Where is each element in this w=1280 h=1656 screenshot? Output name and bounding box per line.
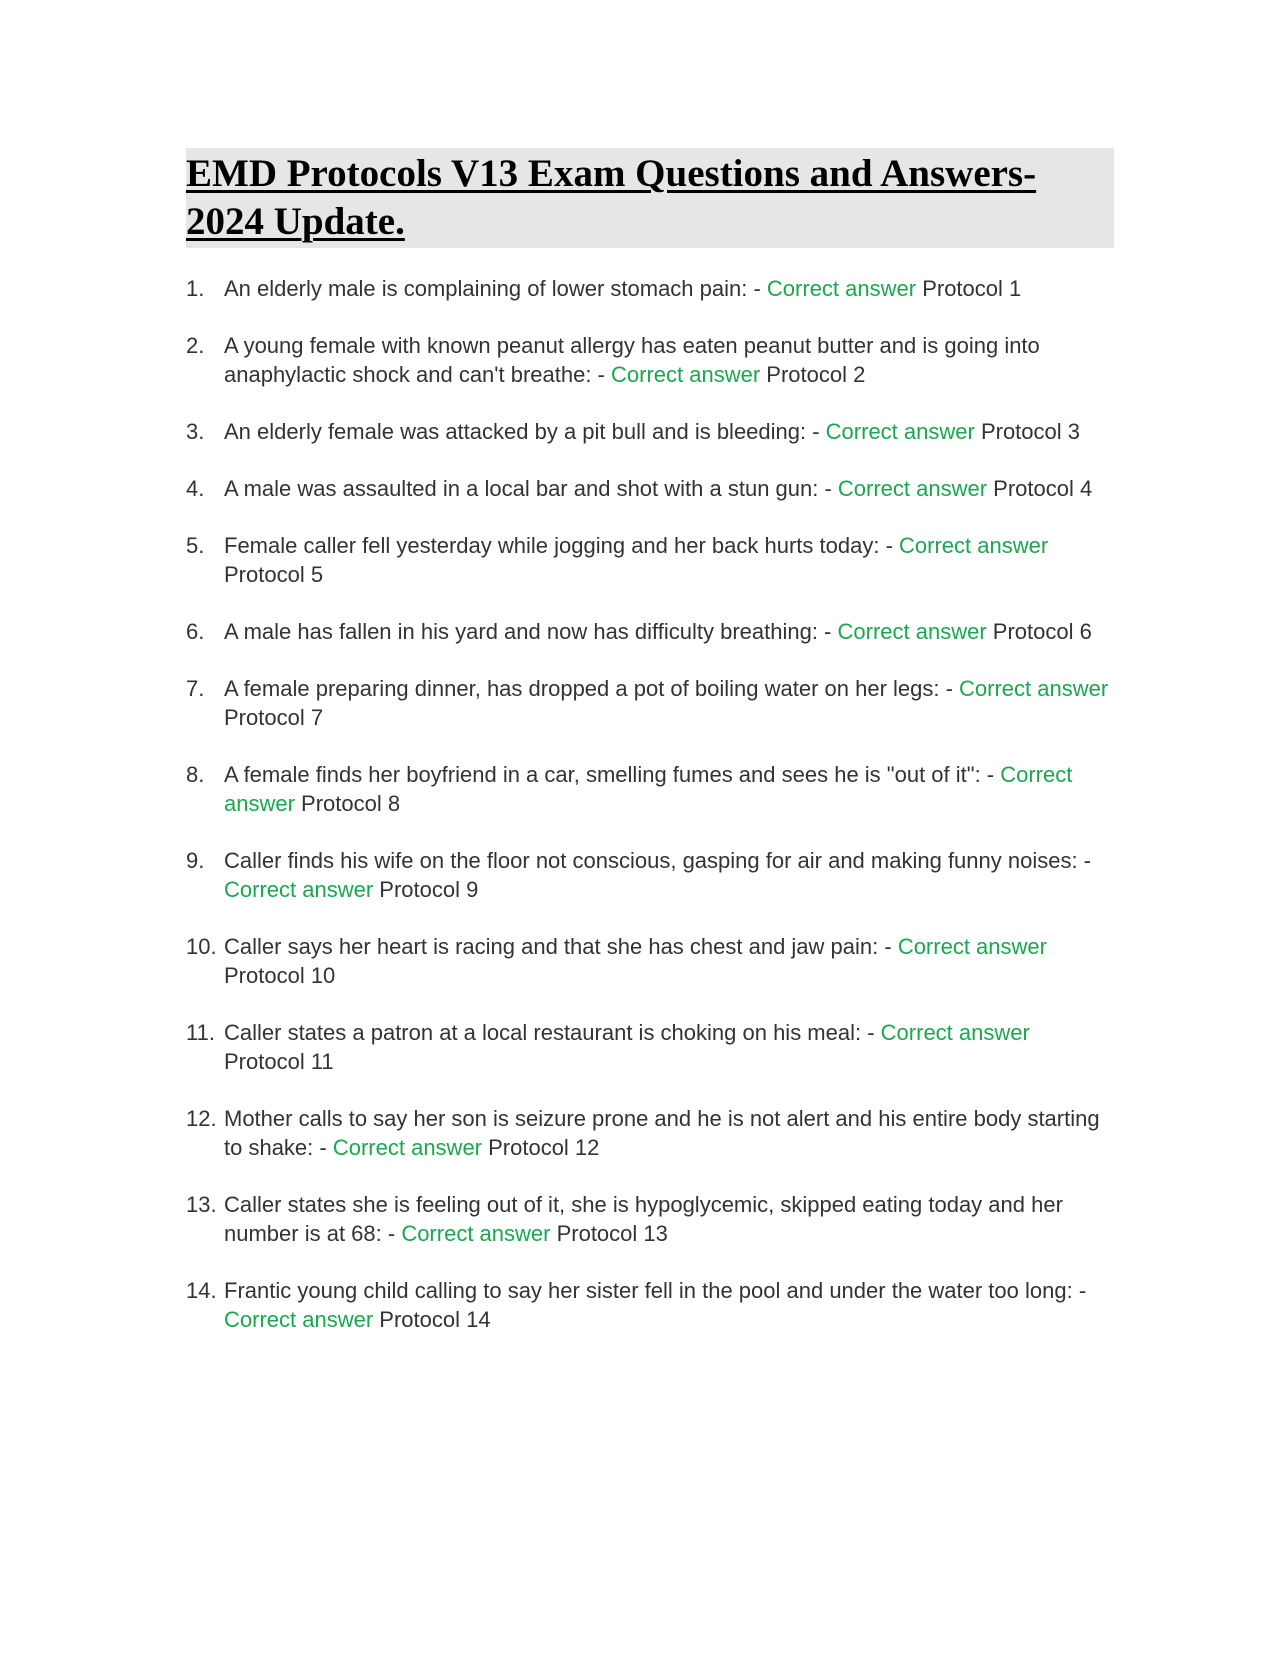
question-number: 1. xyxy=(186,276,205,301)
question-item xyxy=(186,1018,1114,1076)
document-title: EMD Protocols V13 Exam Questions and Answers- 2024 Update. xyxy=(186,152,1037,243)
correct-answer-label: Correct answer xyxy=(611,362,761,387)
question-item xyxy=(186,1104,1114,1162)
correct-answer-label: Correct answer xyxy=(959,676,1109,701)
answer-text: Protocol 11 xyxy=(224,1049,334,1074)
question-body xyxy=(224,331,1114,389)
question-body xyxy=(224,932,1114,990)
question-number: 3. xyxy=(186,419,205,444)
question-text: Frantic young child calling to say her sister fell in the pool and under the water too long: - xyxy=(224,1278,1087,1303)
correct-answer-label: Correct answer xyxy=(880,1020,1030,1045)
question-item xyxy=(186,474,1114,503)
answer-text: Protocol 2 xyxy=(760,362,866,387)
question-text: Caller states a patron at a local restaurant is choking on his meal: - xyxy=(224,1020,881,1045)
question-body xyxy=(224,674,1114,732)
correct-answer-label: Correct answer xyxy=(401,1221,551,1246)
question-item xyxy=(186,932,1114,990)
answer-text: Protocol 9 xyxy=(373,877,479,902)
correct-answer-label: Correct answer xyxy=(837,619,987,644)
question-item xyxy=(186,1276,1114,1334)
question-number: 7. xyxy=(186,676,205,701)
question-text: A male was assaulted in a local bar and shot with a stun gun: - xyxy=(224,476,838,501)
correct-answer-label: Correct answer xyxy=(837,476,988,501)
question-number: 14. xyxy=(186,1278,217,1303)
question-body xyxy=(224,760,1114,818)
correct-answer-label: Correct answer xyxy=(897,934,1047,959)
answer-text: Protocol 5 xyxy=(224,562,324,587)
question-number: 2. xyxy=(186,333,205,358)
answer-text: Protocol 6 xyxy=(986,619,1092,644)
correct-answer-label: Correct answer xyxy=(766,276,917,301)
correct-answer-label: Correct answer xyxy=(224,877,374,902)
answer-text: Protocol 1 xyxy=(916,276,1022,301)
question-item xyxy=(186,760,1114,818)
document-page xyxy=(186,148,1114,1362)
correct-answer-label: Correct answer xyxy=(825,419,975,444)
question-number: 8. xyxy=(186,762,205,787)
question-text: Female caller fell yesterday while jogging and her back hurts today: - xyxy=(224,533,900,558)
question-text: An elderly female was attacked by a pit bull and is bleeding: - xyxy=(224,419,826,444)
question-number: 5. xyxy=(186,533,205,558)
question-item xyxy=(186,846,1114,904)
question-body xyxy=(224,474,1114,503)
question-item xyxy=(186,617,1114,646)
question-body xyxy=(224,1104,1114,1162)
answer-text: Protocol 8 xyxy=(294,791,401,816)
answer-text: Protocol 10 xyxy=(224,963,336,988)
question-text: A young female with known peanut allergy has eaten peanut butter and is going into anaphylactic shock and can't breathe: - xyxy=(224,333,1040,387)
correct-answer-label: Correct answer xyxy=(224,762,1073,816)
question-body xyxy=(224,1276,1114,1334)
question-body xyxy=(224,274,1114,303)
correct-answer-label: Correct answer xyxy=(224,1307,374,1332)
question-text: Caller says her heart is racing and that she has chest and jaw pain: - xyxy=(224,934,898,959)
question-item xyxy=(186,417,1114,446)
question-text: An elderly male is complaining of lower stomach pain: - xyxy=(224,276,767,301)
question-number: 12. xyxy=(186,1106,217,1131)
question-body xyxy=(224,1018,1114,1076)
question-text: Caller finds his wife on the floor not conscious, gasping for air and making funny noises: - xyxy=(224,848,1092,873)
question-text: Mother calls to say her son is seizure prone and he is not alert and his entire body starting to shake: - xyxy=(224,1106,1100,1160)
answer-text: Protocol 7 xyxy=(224,705,324,730)
question-number: 4. xyxy=(186,476,205,501)
correct-answer-label: Correct answer xyxy=(332,1135,482,1160)
question-number: 11. xyxy=(186,1020,215,1045)
question-number: 13. xyxy=(186,1192,217,1217)
question-number: 10. xyxy=(186,934,217,959)
question-body xyxy=(224,417,1114,446)
question-text: Caller states she is feeling out of it, she is hypoglycemic, skipped eating today and her number is at 68: - xyxy=(224,1192,1063,1246)
question-list xyxy=(186,274,1114,1334)
question-body xyxy=(224,1190,1114,1248)
title-block xyxy=(186,148,1114,248)
question-body xyxy=(224,846,1114,904)
question-body xyxy=(224,617,1114,646)
answer-text: Protocol 3 xyxy=(974,419,1080,444)
question-text: A male has fallen in his yard and now has difficulty breathing: - xyxy=(224,619,838,644)
answer-text: Protocol 13 xyxy=(550,1221,668,1246)
answer-text: Protocol 14 xyxy=(373,1307,491,1332)
correct-answer-label: Correct answer xyxy=(899,533,1049,558)
answer-text: Protocol 12 xyxy=(482,1135,600,1160)
question-item xyxy=(186,274,1114,303)
answer-text: Protocol 4 xyxy=(987,476,1093,501)
question-number: 6. xyxy=(186,619,205,644)
question-item xyxy=(186,674,1114,732)
question-text: A female preparing dinner, has dropped a pot of boiling water on her legs: - xyxy=(224,676,960,701)
question-text: A female finds her boyfriend in a car, smelling fumes and sees he is "out of it": - xyxy=(224,762,1001,787)
question-item xyxy=(186,1190,1114,1248)
question-item xyxy=(186,531,1114,589)
question-item xyxy=(186,331,1114,389)
question-body xyxy=(224,531,1114,589)
question-number: 9. xyxy=(186,848,205,873)
